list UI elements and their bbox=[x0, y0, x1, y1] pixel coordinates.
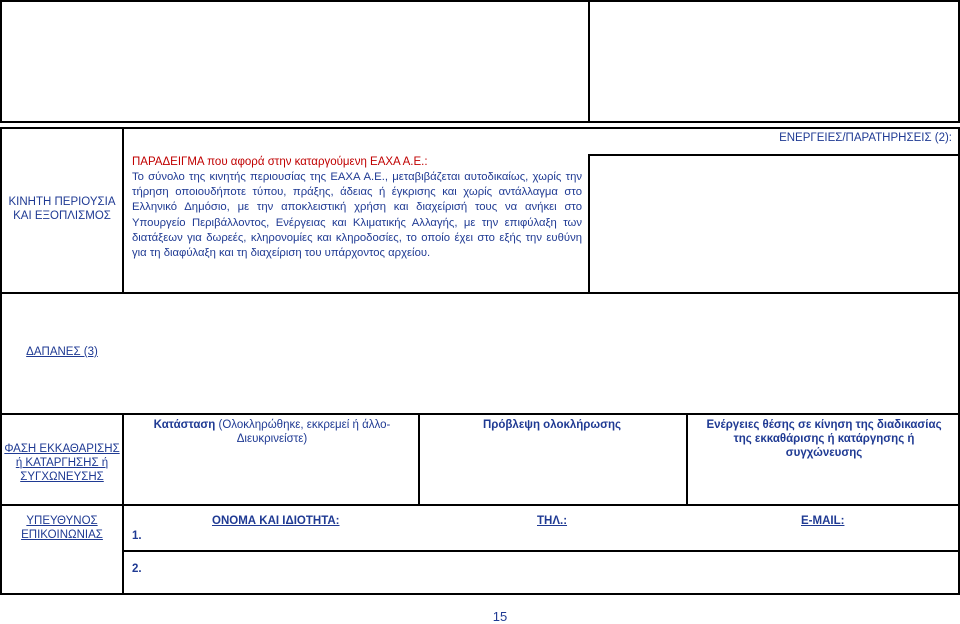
contact-label: ΥΠΕΥΘΥΝΟΣ ΕΠΙΚΟΙΝΩΝΙΑΣ bbox=[21, 515, 103, 541]
actions-remarks-label: ΕΝΕΡΓΕΙΕΣ/ΠΑΡΑΤΗΡΗΣΕΙΣ (2): bbox=[779, 132, 952, 144]
contact-row-2-number: 2. bbox=[132, 563, 142, 575]
example-body: Το σύνολο της κινητής περιουσίας της ΕΑΧΑ Α.Ε., μεταβιβάζεται αυτοδικαίως, χωρίς την τήρηση οποιουδήποτε τύπου, πράξης, άδειας ή έγκρισης και χωρίς αντάλλαγμα στο Ελληνικό Δημόσιο, με την αποκλειστική χρήση και διαχείρισή τους να ανήκει στο Υπουργείο Περιβάλλοντος, Ενέργειας και Κλιματικής Αλλαγής, με την επιφύλαξη των διατάξεων για δωρεές, κληρονομίες και κληροδοσίες, το οποίο έχει στο εξής την ευθύνη για τη διαφύλαξη και τη διαχείριση του υπάρχοντος αρχείου. bbox=[132, 171, 582, 260]
example-heading: ΠΑΡΑΔΕΙΓΜΑ που αφορά στην καταργούμενη ΕΑΧΑ Α.Ε.: bbox=[132, 156, 428, 168]
page-number: 15 bbox=[492, 609, 508, 624]
movable-property-example bbox=[132, 155, 582, 261]
status-header-rest: (Ολοκληρώθηκε, εκκρεμεί ή άλλο-Διευκρινείστε) bbox=[215, 419, 391, 445]
completion-forecast-header: Πρόβλεψη ολοκλήρωσης bbox=[482, 419, 622, 431]
name-header: ΟΝΟΜΑ ΚΑΙ ΙΔΙΟΤΗΤΑ: bbox=[212, 515, 340, 527]
email-header: E-MAIL: bbox=[801, 515, 845, 527]
expenses-label: ΔΑΠΑΝΕΣ (3) bbox=[26, 346, 98, 358]
status-header-bold: Κατάσταση bbox=[153, 419, 216, 431]
movable-property-label: ΚΙΝΗΤΗ ΠΕΡΙΟΥΣΙΑ ΚΑΙ ΕΞΟΠΛΙΣΜΟΣ bbox=[8, 196, 116, 222]
phase-label: ΦΑΣΗ ΕΚΚΑΘΑΡΙΣΗΣ ή ΚΑΤΑΡΓΗΣΗΣ ή ΣΥΓΧΩΝΕΥΣΗΣ bbox=[4, 443, 120, 483]
next-actions-header: Ενέργειες θέσης σε κίνηση της διαδικασίας της εκκαθάρισης ή κατάργησης ή συγχώνευσης bbox=[706, 419, 942, 459]
status-header bbox=[130, 418, 414, 446]
contact-row-1-number: 1. bbox=[132, 530, 142, 542]
phone-header: ΤΗΛ.: bbox=[537, 515, 568, 527]
